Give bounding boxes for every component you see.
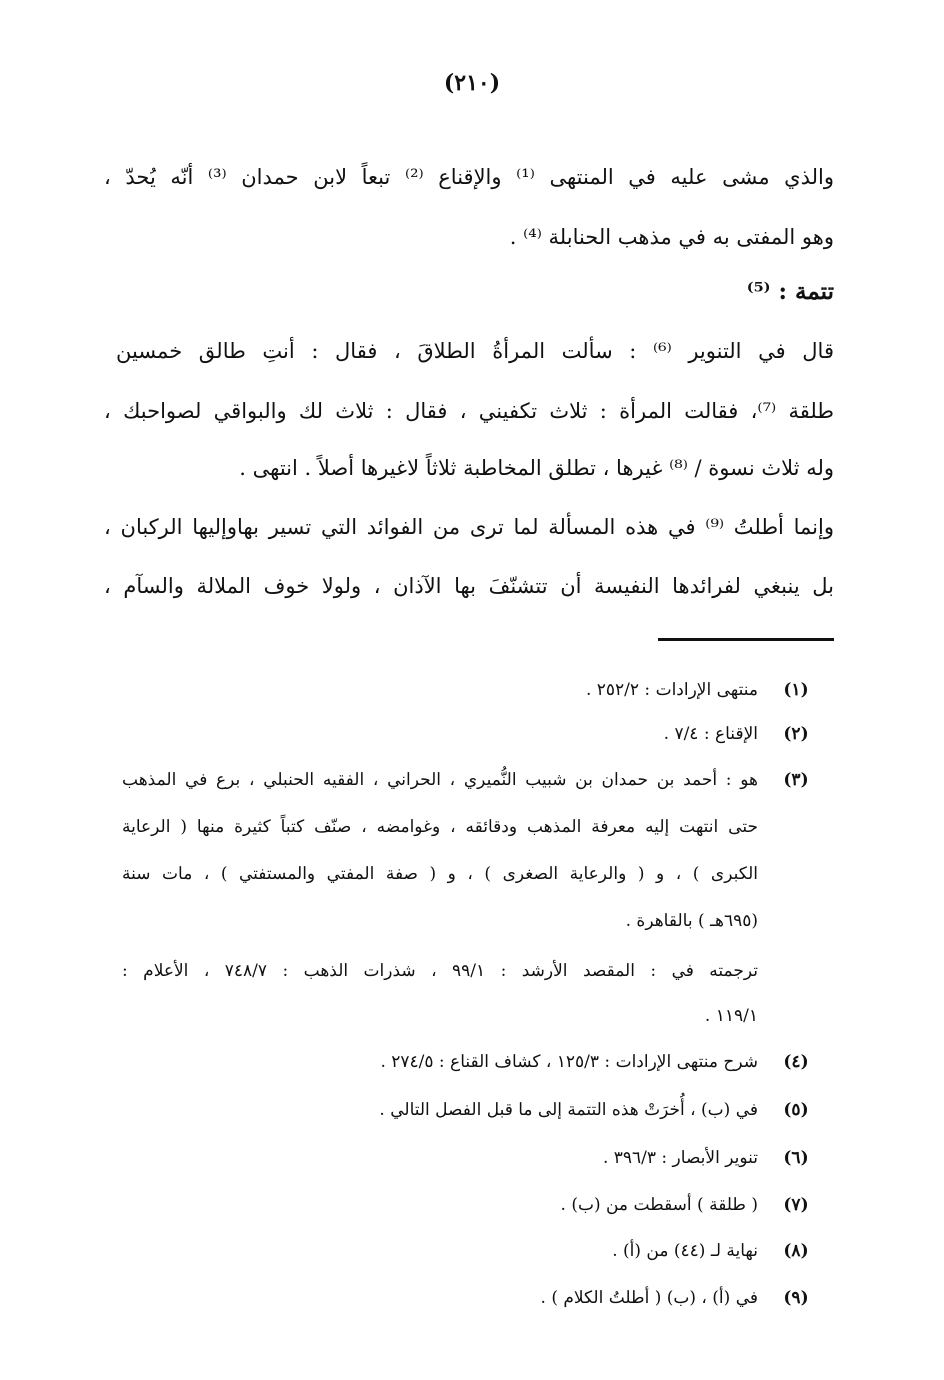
footnote-text: في (أ) ، (ب) ( أطلتُ الكلام ) . bbox=[540, 1288, 758, 1308]
page-number: (٢١٠) bbox=[443, 70, 501, 96]
body-line-2: وهو المفتى به في مذهب الحنابلة ⁽⁴⁾ . bbox=[509, 225, 834, 249]
footnote-text: ١١٩/١ . bbox=[704, 1006, 758, 1026]
footnote-text: ( طلقة ) أسقطت من (ب) . bbox=[560, 1195, 758, 1215]
footnote-text: في (ب) ، أُخرَتْ هذه التتمة إلى ما قبل الفصل التالي . bbox=[379, 1100, 758, 1120]
footnote-text: الإقناع : ٧/٤ . bbox=[663, 724, 758, 744]
body-line-6: وله ثلاث نسوة / ⁽⁸⁾ غيرها ، تطلق المخاطبة ثلاثاً لاغيرها أصلاً . انتهى . bbox=[239, 456, 834, 480]
footnote-text: حتى انتهت إليه معرفة المذهب ودقائقه ، وغوامضه ، صنّف كتباً كثيرة منها ( الرعاية bbox=[122, 817, 758, 837]
footnote-number: (٢) bbox=[783, 724, 809, 744]
footnote-number: (٦) bbox=[783, 1148, 809, 1168]
footnote-text: نهاية لـ (٤٤) من (أ) . bbox=[612, 1241, 758, 1261]
footnote-text: تنوير الأبصار : ٣٩٦/٣ . bbox=[602, 1148, 758, 1168]
footnote-text: شرح منتهى الإرادات : ١٢٥/٣ ، كشاف القناع : ٢٧٤/٥ . bbox=[380, 1052, 758, 1072]
footnote-text: هو : أحمد بن حمدان بن شبيب النُّميري ، الحراني ، الفقيه الحنبلي ، برع في المذهب bbox=[122, 770, 758, 790]
footnote-text: (٦٩٥هـ ) بالقاهرة . bbox=[625, 911, 758, 931]
footnote-number: (٣) bbox=[783, 770, 809, 790]
footnote-separator bbox=[658, 638, 834, 641]
footnote-number: (١) bbox=[783, 680, 809, 700]
section-heading: تتمة : ⁽⁵⁾ bbox=[746, 278, 834, 305]
body-line-8: بل ينبغي لفرائدها النفيسة أن تتشنّفَ بها الآذان ، ولولا خوف الملالة والسآم ، bbox=[104, 574, 834, 598]
body-line-7: وإنما أطلتُ ⁽⁹⁾ في هذه المسألة لما ترى من الفوائد التي تسير بهاوإليها الركبان ، bbox=[104, 515, 834, 539]
body-line-4: قال في التنوير ⁽⁶⁾ : سألت المرأةُ الطلاقَ ، فقال : أنتِ طالق خمسين bbox=[116, 339, 834, 363]
footnote-number: (٨) bbox=[783, 1241, 809, 1261]
footnote-text: منتهى الإرادات : ٢٥٢/٢ . bbox=[585, 680, 758, 700]
footnote-number: (٩) bbox=[783, 1288, 809, 1308]
footnote-text: الكبرى ) ، و ( والرعاية الصغرى ) ، و ( صفة المفتي والمستفتي ) ، مات سنة bbox=[122, 864, 758, 884]
body-line-1: والذي مشى عليه في المنتهى ⁽¹⁾ والإقناع ⁽²⁾ تبعاً لابن حمدان ⁽³⁾ أنّه يُحدّ ، bbox=[104, 165, 834, 189]
footnote-text: ترجمته في : المقصد الأرشد : ٩٩/١ ، شذرات الذهب : ٧٤٨/٧ ، الأعلام : bbox=[122, 961, 758, 981]
footnote-number: (٥) bbox=[783, 1100, 809, 1120]
footnote-number: (٧) bbox=[783, 1195, 809, 1215]
footnote-number: (٤) bbox=[783, 1052, 809, 1072]
body-line-5: طلقة ⁽⁷⁾، فقالت المرأة : ثلاث تكفيني ، فقال : ثلاث لك والبواقي لصواحبك ، bbox=[104, 399, 834, 423]
